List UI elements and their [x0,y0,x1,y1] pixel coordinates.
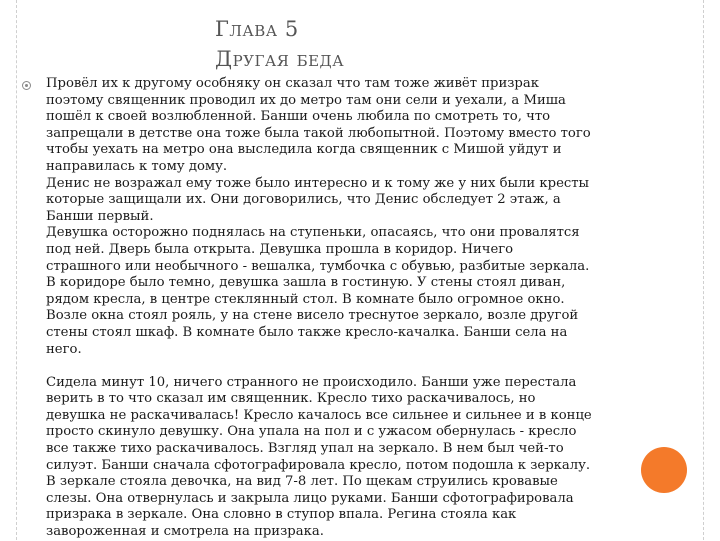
chapter-subtitle: Другая беда [215,47,345,71]
text-line: рядом кресла, в центре стеклянный стол. В комнате было огромное окно. [46,291,565,307]
text-line: верить в то что сказал им священник. Кресло тихо раскачивалось, но [46,391,536,407]
text-line: Сидела минут 10, ничего странного не происходило. Банши уже перестала [46,374,577,390]
paragraph-1 [46,76,706,358]
text-line: просто скинуло девушку. Она упала на пол и с ужасом обернулась - кресло [46,424,577,440]
text-line: Возле окна стоял рояль, у на стене висело треснутое зеркало, возле другой [46,308,579,324]
slide-title [215,14,615,74]
text-line: Денис не возражал ему тоже было интересно и к тому же у них были кресты [46,175,590,191]
paragraph-2 [46,375,706,541]
slide-left-border [16,0,17,540]
text-line: Банши первый. [46,208,154,224]
text-line: него. [46,341,82,357]
text-line: завороженная и смотрела на призрака. [46,524,324,540]
text-line: чтобы уехать на метро она выследила когда священник с Мишой уйдут и [46,142,562,158]
text-line: запрещали в детстве она тоже была такой любопытной. Поэтому вместо того [46,125,591,141]
text-line: которые защищали их. Они договорились, что Денис обследует 2 этаж, а [46,192,561,208]
text-line: страшного или необычного - вешалка, тумбочка с обувью, разбитые зеркала. [46,258,590,274]
text-line: направилась к тому дому. [46,158,228,174]
text-line: Девушка осторожно поднялась на ступеньки, опасаясь, что они провалятся [46,225,580,241]
orange-circle-decoration [641,447,687,493]
hollow-circle-bullet-icon [22,81,31,90]
text-line: все также тихо раскачивалось. Взгляд упал на зеркало. В нем был чей-то [46,441,564,457]
text-line: В зеркале стояла девочка, на вид 7-8 лет. По щекам струились кровавые [46,474,558,490]
slide-body [46,76,706,541]
text-line: В коридоре было темно, девушка зашла в гостиную. У стены стоял диван, [46,275,566,291]
text-line: пошёл к своей возлюбленной. Банши очень любила по смотреть то, что [46,109,551,125]
text-line: Провёл их к другому особняку он сказал что там тоже живёт призрак [46,76,539,91]
text-line: силуэт. Банши сначала сфотографировала кресло, потом подошла к зеркалу. [46,457,591,473]
text-line: поэтому священник проводил их до метро там они сели и уехали, а Миша [46,92,566,108]
text-line: слезы. Она отвернулась и закрыла лицо руками. Банши сфотографировала [46,490,574,506]
text-line: девушка не раскачивалась! Кресло качалось все сильнее и сильнее и в конце [46,407,592,423]
text-line: стены стоял шкаф. В комнате было также кресло-качалка. Банши села на [46,324,568,340]
text-line: под ней. Дверь была открыта. Девушка прошла в коридор. Ничего [46,241,514,257]
text-line: призрака в зеркале. Она словно в ступор впала. Регина стояла как [46,507,517,523]
chapter-title: Глава 5 [215,17,299,41]
